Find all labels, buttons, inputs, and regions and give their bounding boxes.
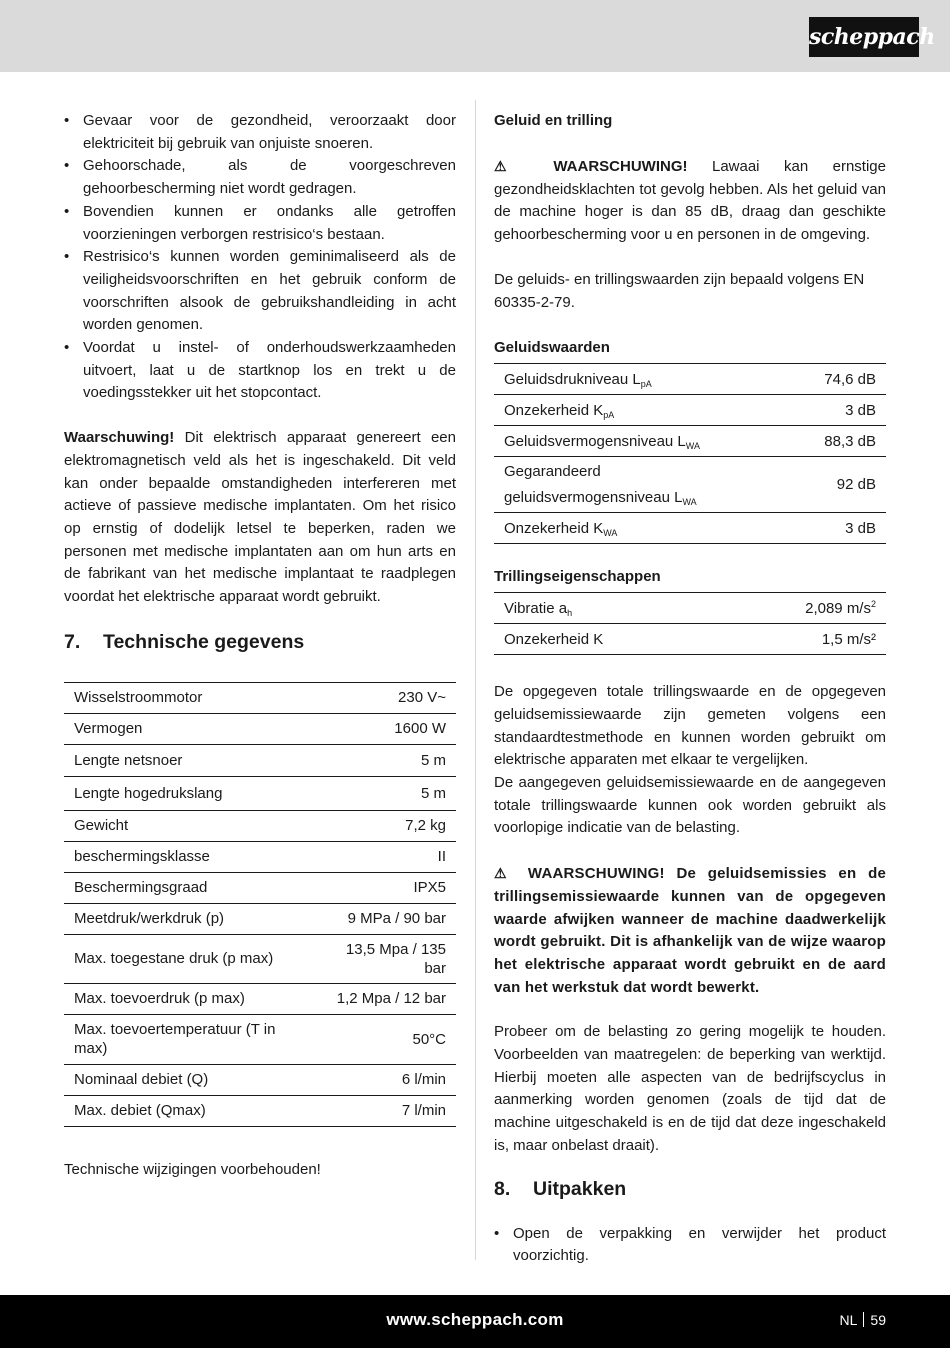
list-item: • Bovendien kunnen er ondanks alle getroffen voorzieningen verborgen restrisico‘s bestaan. [64,201,456,246]
sound-label: Onzekerheid $K_{WA}$ [494,513,788,544]
table-row [64,872,456,903]
spec-value: 230 V~ [314,682,456,713]
warning-triangle-icon: ⚠ [494,865,515,882]
section-title: Uitpakken [533,1177,627,1200]
vibration-label: Onzekerheid K [494,624,716,655]
spec-value: 5 m [314,776,456,810]
totals-paragraph: De opgegeven totale trillingswaarde en de opgegeven geluidsemissiewaarde zijn gemeten volgens een standaardtestmethode en kunnen worden gebruikt om elektrische apparaten met elkaar te vergelijken. [494,683,886,769]
page-header [0,0,950,72]
table-row [64,713,456,744]
spec-label: beschermingsklasse [64,841,314,872]
list-item: • Restrisico‘s kunnen worden geminimaliseerd als de veiligheidsvoorschriften en het gebruik conform de voorschriften alsook de gebruikshandleiding in acht worden genomen. [64,246,456,337]
spec-value: 5 m [314,744,456,776]
sound-value: 74,6 dB [788,364,886,395]
section-number: 7. [64,630,81,653]
section-title: Technische gegevens [103,630,305,653]
warning-text: De geluidsemissies en de trillingsemissiewaarde kunnen van de opgegeven waarde afwijken wanneer de machine daadwerkelijk wordt gebruikt. Dit is afhankelijk van de wijze waarop het elektrische apparaat wordt gebruikt en de aard van het werkstuk dat wordt bewerkt. [494,865,886,996]
unpack-list [494,1223,886,1268]
page-footer [0,1295,950,1348]
technical-data-table [64,682,456,1127]
emission-warning-paragraph [494,862,886,999]
spec-value: 9 MPa / 90 bar [314,903,456,934]
sound-label: Geluidsdrukniveau $L_{pA}$ [494,364,788,395]
spec-label: Gewicht [64,810,314,841]
table-row [64,983,456,1014]
spec-value: 13,5 Mpa / 135 bar [314,934,456,983]
noise-warning-paragraph [494,155,886,247]
section-number: 8. [494,1177,511,1200]
sound-value: 88,3 dB [788,426,886,457]
sound-value: 3 dB [788,513,886,544]
spec-label: Vermogen [64,713,314,744]
table-row [64,810,456,841]
vibration-value: 1,5 m/s² [716,624,886,655]
spec-value: 7 l/min [314,1095,456,1126]
warning-triangle-icon: ⚠ [494,158,527,174]
vibration-table [494,592,886,655]
table-row [64,934,456,983]
page-indicator [840,1312,886,1328]
heading-vibration: Trillingseigenschappen [494,568,661,586]
spec-label: Wisselstroommotor [64,682,314,713]
table-row [494,426,886,457]
table-row [64,903,456,934]
warning-text: Lawaai kan ernstige gezondheidsklachten tot gevolg hebben. Als het geluid van de machine hoger is dan 85 dB, draag dan geschikte gehoorbescherming voor u en personen in de omgeving. [494,158,886,244]
vibration-label: Vibratie $a_h$ [494,593,716,624]
right-column [494,110,886,1268]
warning-label: ⚠ WAARSCHUWING! [494,158,688,175]
sound-label: Onzekerheid $K_{pA}$ [494,395,788,426]
table-row [494,395,886,426]
table-row [64,1014,456,1064]
table-row [494,593,886,624]
table-row [494,513,886,544]
scheppach-logo: scheppach [809,17,919,57]
table-row [64,776,456,810]
spec-value: 6 l/min [314,1064,456,1095]
table-row [64,1095,456,1126]
warning-text: Dit elektrisch apparaat genereert een elektromagnetisch veld als het is ingeschakeld. Dit veld kan onder bepaalde omstandigheden interfereren met actieve of passieve medische implantaten. Om het risico op ernstig of dodelijk letsel te beperken, raden we personen met medische implantaten aan om hun arts en de fabrikant van het medische implantaat te raadplegen voordat het elektrische apparaat wordt gebruikt. [64,429,456,606]
spec-value: 7,2 kg [314,810,456,841]
preliminary-paragraph: De aangegeven geluidsemissiewaarde en de aangegeven totale trillingswaarde kunnen ook worden gebruikt als voorlopige indicatie van de belasting. [494,774,886,837]
separator [863,1312,864,1327]
spec-value: II [314,841,456,872]
reduce-load-paragraph: Probeer om de belasting zo gering mogelijk te houden. Voorbeelden van maatregelen: de beperking van werktijd. Hierbij moeten alle aspecten van de bedrijfscyclus in aanmerking worden genomen (zoals de tijd dat de machine uitgeschakeld is en de tijd dat deze ingeschakeld is, maar onbelast draait). [494,1023,886,1154]
spec-value: IPX5 [314,872,456,903]
risk-list [64,110,456,405]
left-column [64,110,456,1181]
page-number: 59 [870,1312,886,1328]
spec-label: Nominaal debiet (Q) [64,1064,314,1095]
table-row [64,1064,456,1095]
list-item: • Open de verpakking en verwijder het product voorzichtig. [494,1223,886,1268]
website-url: www.scheppach.com [386,1310,564,1329]
sound-label: Geluidsvermogensniveau $L_{WA}$ [494,426,788,457]
list-item: • Voordat u instel- of onderhoudswerkzaamheden uitvoert, laat u de startknop los en trekt u de voedingsstekker uit het stopcontact. [64,337,456,405]
language-code: NL [839,1312,858,1328]
spec-value: 1600 W [314,713,456,744]
table-row [64,744,456,776]
table-row [494,364,886,395]
vibration-value: 2,089 $m/s^2$ [716,593,886,624]
spec-label: Max. toevoertemperatuur (T in max) [64,1014,314,1064]
table-row [494,624,886,655]
emf-warning-paragraph [64,427,456,609]
spec-label: Lengte netsnoer [64,744,314,776]
sound-values-table [494,363,886,544]
section-heading-unpack [494,1178,886,1201]
table-row [64,841,456,872]
table-row [494,457,886,513]
spec-label: Meetdruk/werkdruk (p) [64,903,314,934]
sound-label: Gegarandeerd geluidsvermogensniveau $L_{WA}$ [494,457,788,513]
column-divider [475,100,476,1260]
values-basis-paragraph: De geluids- en trillingswaarden zijn bepaald volgens EN 60335-2-79. [494,270,865,311]
spec-label: Lengte hogedrukslang [64,776,314,810]
table-row [64,682,456,713]
list-item: • Gehoorschade, als de voorgeschreven gehoorbescherming niet wordt gedragen. [64,155,456,200]
spec-label: Beschermingsgraad [64,872,314,903]
warning-label: ⚠ WAARSCHUWING! [494,865,665,883]
spec-value: 1,2 Mpa / 12 bar [314,983,456,1014]
sound-value: 92 dB [788,457,886,513]
spec-label: Max. toegestane druk (p max) [64,934,314,983]
changes-note: Technische wijzigingen voorbehouden! [64,1160,321,1178]
spec-label: Max. debiet (Qmax) [64,1095,314,1126]
spec-label: Max. toevoerdruk (p max) [64,983,314,1014]
spec-value: 50°C [314,1014,456,1064]
section-heading-technical [64,631,456,654]
list-item: • Gevaar voor de gezondheid, veroorzaakt door elektriciteit bij gebruik van onjuiste snoeren. [64,110,456,155]
warning-label: Waarschuwing! [64,429,175,447]
sound-value: 3 dB [788,395,886,426]
heading-sound-vibration: Geluid en trilling [494,112,613,129]
heading-sound-values: Geluidswaarden [494,339,610,357]
